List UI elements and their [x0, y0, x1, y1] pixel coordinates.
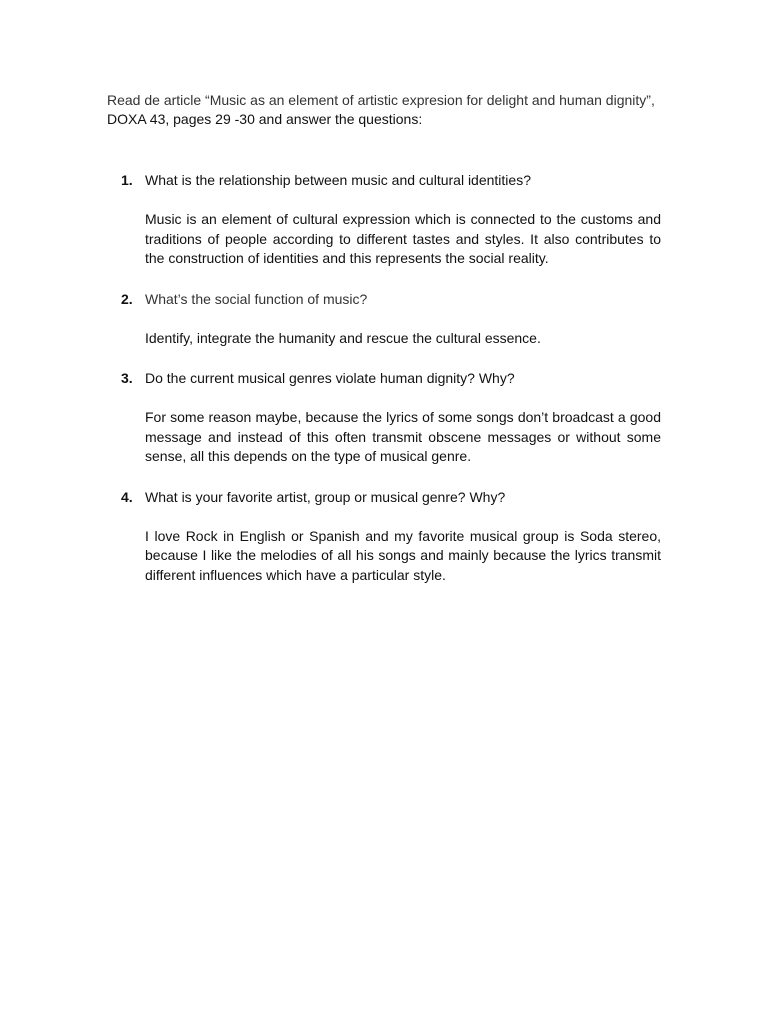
question-item-3 — [121, 369, 661, 467]
question-text: What’s the social function of music? — [145, 290, 368, 307]
answer-text: I love Rock in English or Spanish and my favorite musical group is Soda stereo, because I like the melodies of all his songs and mainly because the lyrics transmit different influences which have a particular style. — [145, 527, 661, 583]
intro-line-1: Read de article “Music as an element of artistic expresion for delight and human dignity”, — [107, 92, 655, 108]
question-item-1 — [121, 171, 661, 269]
question-text: What is your favorite artist, group or musical genre? Why? — [145, 488, 506, 505]
question-text: What is the relationship between music and cultural identities? — [145, 172, 531, 188]
intro-instructions — [107, 91, 667, 129]
answer-text: For some reason maybe, because the lyrics of some songs don’t broadcast a good message and instead of this often transmit obscene messages or without some sense, all this depends on the type of musical genre. — [145, 409, 661, 464]
intro-line-2: DOXA 43, pages 29 -30 and answer the questions: — [107, 111, 423, 127]
question-number: 1. — [121, 172, 133, 188]
question-number: 3. — [121, 370, 133, 386]
question-item-2 — [121, 290, 661, 349]
question-number: 2. — [121, 290, 133, 307]
question-list — [121, 171, 661, 606]
question-number: 4. — [121, 488, 133, 505]
question-text: Do the current musical genres violate human dignity? Why? — [145, 370, 515, 386]
answer-text: Identify, integrate the humanity and rescue the cultural essence. — [145, 329, 541, 346]
question-item-4 — [121, 488, 661, 586]
answer-text: Music is an element of cultural expression which is connected to the customs and traditions of people according to different tastes and styles. It also contributes to the construction of identities and this represents the social reality. — [145, 211, 661, 266]
